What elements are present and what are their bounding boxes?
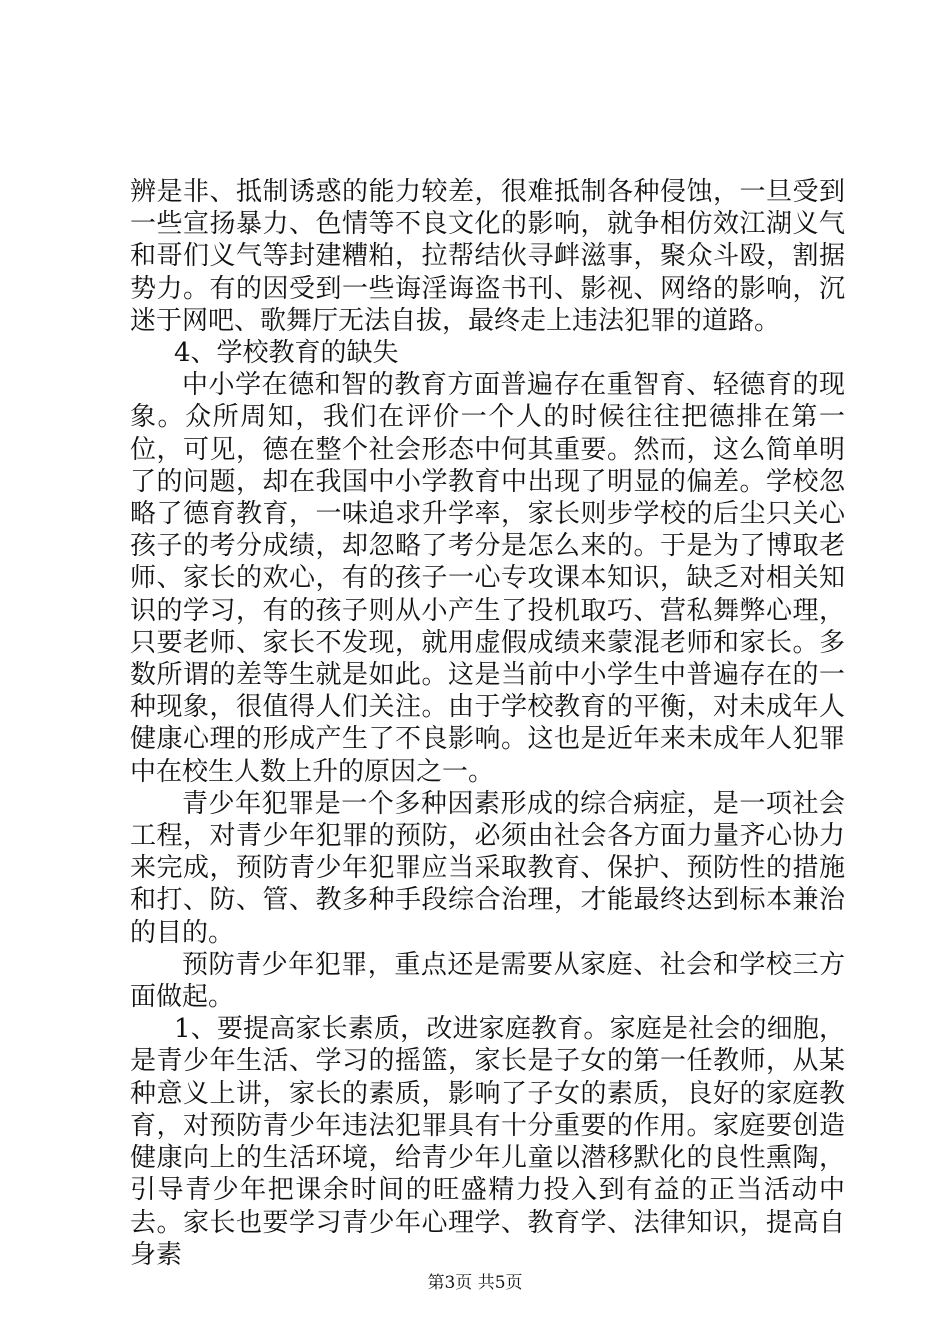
paragraph-family-education: 1、要提高家长素质，改进家庭教育。家庭是社会的细胞，是青少年生活、学习的摇篮，家长是子女的第一任教师，从某种意义上讲，家长的素质，影响了子女的素质，良好的家庭教育，对预防青少年违法犯罪具有十分重要的作用。家庭要创造健康向上的生活环境，给青少年儿童以潜移默化的良性熏陶，引导青少年把课余时间的旺盛精力投入到有益的正当活动中去。家长也要学习青少年心理学、教育学、法律知识，提高自身素 — [130, 1014, 845, 1270]
page-footer: 第3页 共5页 — [427, 1273, 523, 1293]
paragraph-youth-crime: 青少年犯罪是一个多种因素形成的综合病症，是一项社会工程，对青少年犯罪的预防，必须由社会各方面力量齐心协力来完成，预防青少年犯罪应当采取教育、保护、预防性的措施和打、防、管、教多种手段综合治理，才能最终达到标本兼治的目的。 — [130, 788, 845, 948]
section-heading: 4、学校教育的缺失 — [174, 338, 399, 369]
paragraph-continuation: 辨是非、抵制诱惑的能力较差，很难抵制各种侵蚀，一旦受到一些宣扬暴力、色情等不良文化的影响，就争相仿效江湖义气和哥们义气等封建糟粕，拉帮结伙寻衅滋事，聚众斗殴，割据势力。有的因受到一些诲淫诲盗书刊、影视、网络的影响，沉迷于网吧、歌舞厅无法自拔，最终走上违法犯罪的道路。 — [130, 177, 845, 336]
paragraph-school-education: 中小学在德和智的教育方面普遍存在重智育、轻德育的现象。众所周知，我们在评价一个人的时候往往把德排在第一位，可见，德在整个社会形态中何其重要。然而，这么简单明了的问题，却在我国中小学教育中出现了明显的偏差。学校忽略了德育教育，一味追求升学率，家长则步学校的后尘只关心孩子的考分成绩，却忽略了考分是怎么来的。于是为了博取老师、家长的欢心，有的孩子一心专攻课本知识，缺乏对相关知识的学习，有的孩子则从小产生了投机取巧、营私舞弊心理，只要老师、家长不发现，就用虚假成绩来蒙混老师和家长。多数所谓的差等生就是如此。这是当前中小学生中普遍存在的一种现象，很值得人们关注。由于学校教育的平衡，对未成年人健康心理的形成产生了不良影响。这也是近年来未成年人犯罪中在校生人数上升的原因之一。 — [130, 370, 845, 787]
paragraph-prevention: 预防青少年犯罪，重点还是需要从家庭、社会和学校三方面做起。 — [130, 949, 845, 1013]
document-body — [130, 176, 845, 1271]
